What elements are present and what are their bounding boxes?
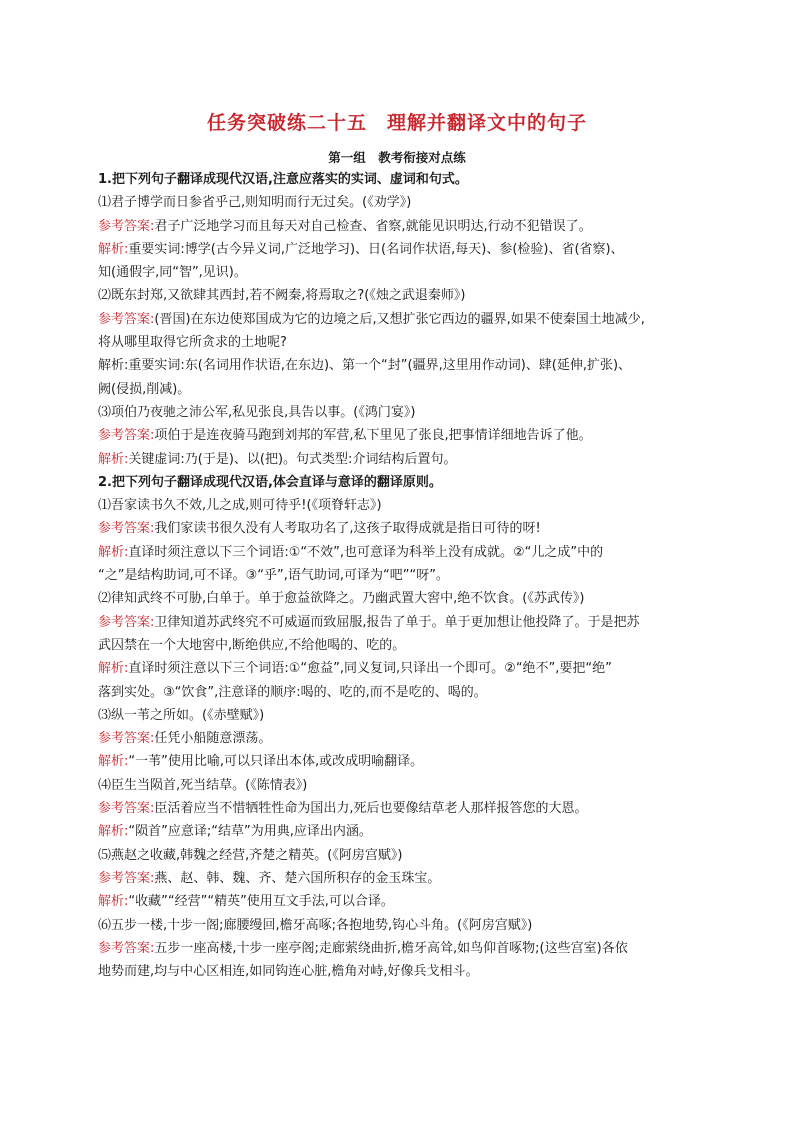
line-text: 将从哪里取得它所贪求的土地呢? [98, 335, 287, 351]
text-line [98, 541, 710, 564]
line-text: ⑵既东封郑,又欲肆其西封,若不阙秦,将焉取之?(《烛之武退秦师》) [98, 288, 466, 304]
line-text: ⑶纵一苇之所如。(《赤壁赋》) [98, 707, 265, 723]
text-line [98, 774, 710, 797]
line-text: (晋国)在东边使郑国成为它的边境之后,又想扩张它西边的疆界,如果不使秦国土地减少, [154, 311, 645, 327]
text-line [98, 215, 710, 238]
exercise-content [98, 168, 710, 983]
line-text: 直译时须注意以下三个词语:①“愈益”,同义复词,只译出一个即可。②“绝不”,要把“绝” [128, 661, 612, 677]
text-line [98, 587, 710, 610]
text-line [98, 914, 710, 937]
line-text: 知(通假字,同“智”,见识)。 [98, 265, 247, 281]
line-text: ⑹五步一楼,十步一阁;廊腰缦回,檐牙高啄;各抱地势,钩心斗角。(《阿房宫赋》) [98, 917, 533, 933]
line-text: ⑸燕赵之收藏,韩魏之经营,齐楚之精英。(《阿房宫赋》) [98, 847, 403, 863]
text-line [98, 448, 710, 471]
line-text: ⑶项伯乃夜驰之沛公军,私见张良,具告以事。(《鸿门宴》) [98, 404, 416, 420]
text-line [98, 611, 710, 634]
text-line [98, 191, 710, 214]
answer-label: 参考答案: [98, 311, 155, 327]
line-text: 项伯于是连夜骑马跑到刘邦的军营,私下里见了张良,把事情详细地告诉了他。 [154, 428, 592, 444]
line-text: “陨首”应意译;“结草”为用典,应译出内涵。 [128, 824, 372, 840]
answer-label: 参考答案: [98, 870, 155, 886]
text-line [98, 471, 710, 494]
answer-label: 参考答案: [98, 801, 155, 817]
text-line [98, 634, 710, 657]
text-line [98, 750, 710, 773]
text-line [98, 844, 710, 867]
text-line [98, 564, 710, 587]
text-line [98, 494, 710, 517]
line-text: ⑴吾家读书久不效,儿之成,则可待乎!(《项脊轩志》) [98, 498, 382, 514]
answer-label: 参考答案: [98, 614, 155, 630]
answer-label: 参考答案: [98, 521, 155, 537]
analysis-label: 解析: [98, 241, 129, 257]
line-text: ⑵律知武终不可胁,白单于。单于愈益欲降之。乃幽武置大窖中,绝不饮食。(《苏武传》) [98, 591, 585, 607]
text-line [98, 704, 710, 727]
line-text: 1.把下列句子翻译成现代汉语,注意应落实的实词、虚词和句式。 [98, 172, 468, 187]
line-text: 我们家读书很久没有人考取功名了,这孩子取得成就是指日可待的呀! [154, 521, 541, 537]
answer-label: 参考答案: [98, 218, 155, 234]
text-line [98, 820, 710, 843]
line-text: 燕、赵、韩、魏、齐、楚六国所积存的金玉珠宝。 [154, 870, 441, 886]
line-text: 地势而建,均与中心区相连,如同钩连心脏,檐角对峙,好像兵戈相斗。 [98, 964, 479, 980]
line-text: “一苇”使用比喻,可以只译出本体,或改成明喻翻译。 [128, 754, 424, 770]
line-text: ⑷臣生当陨首,死当结草。(《陈情表》) [98, 777, 308, 793]
text-line [98, 657, 710, 680]
text-line [98, 517, 710, 540]
text-line [98, 867, 710, 890]
text-line [98, 890, 710, 913]
answer-label: 参考答案: [98, 731, 155, 747]
text-line [98, 378, 710, 401]
analysis-label: 解析: [98, 451, 129, 467]
line-text: 关键虚词:乃(于是)、以(把)。句式类型:介词结构后置句。 [128, 451, 457, 467]
analysis-label: 解析: [98, 661, 129, 677]
line-text: 落到实处。③“饮食”,注意译的顺序:喝的、吃的,而不是吃的、喝的。 [98, 684, 487, 700]
line-text: 2.把下列句子翻译成现代汉语,体会直译与意译的翻译原则。 [98, 474, 442, 490]
text-line [98, 681, 710, 704]
answer-label: 参考答案: [98, 428, 155, 444]
line-text: “之”是结构助词,可不译。③“乎”,语气助词,可译为“吧”“呀”。 [98, 568, 449, 584]
line-text: 卫律知道苏武终究不可威逼而致屈服,报告了单于。单于更加想让他投降了。于是把苏 [154, 614, 640, 630]
text-line [98, 168, 710, 191]
text-line [98, 261, 710, 284]
line-text: 解析:重要实词:东(名词用作状语,在东边)、第一个“封”(疆界,这里用作动词)、肆(延伸,扩张)、 [98, 358, 632, 374]
line-text: ⑴君子博学而日参省乎己,则知明而行无过矣。(《劝学》) [98, 195, 412, 211]
answer-label: 参考答案: [98, 940, 155, 956]
text-line [98, 354, 710, 377]
line-text: 五步一座高楼,十步一座亭阁;走廊萦绕曲折,檐牙高耸,如鸟仰首啄物;(这些宫室)各依 [154, 940, 628, 956]
text-line [98, 401, 710, 424]
line-text: 直译时须注意以下三个词语:①“不效”,也可意译为科举上没有成就。②“儿之成”中的 [128, 544, 604, 560]
line-text: 阙(侵损,削减)。 [98, 381, 191, 397]
text-line [98, 960, 710, 983]
line-text: 君子广泛地学习而且每天对自己检查、省察,就能见识明达,行动不犯错误了。 [154, 218, 592, 234]
text-line [98, 424, 710, 447]
line-text: “收藏”“经营”“精英”使用互文手法,可以合译。 [128, 894, 394, 910]
line-text: 重要实词:博学(古今异义词,广泛地学习)、日(名词作状语,每天)、参(检验)、省(省察)、 [128, 241, 624, 257]
text-line [98, 727, 710, 750]
analysis-label: 解析: [98, 544, 129, 560]
line-text: 臣活着应当不惜牺牲性命为国出力,死后也要像结草老人那样报答您的大恩。 [154, 801, 588, 817]
analysis-label: 解析: [98, 894, 129, 910]
line-text: 任凭小船随意漂荡。 [154, 731, 272, 747]
text-line [98, 937, 710, 960]
text-line [98, 331, 710, 354]
text-line [98, 797, 710, 820]
section-subtitle: 第一组 教考衔接对点练 [328, 150, 466, 165]
text-line [98, 238, 710, 261]
line-text: 武囚禁在一个大地窖中,断绝供应,不给他喝的、吃的。 [98, 637, 406, 653]
page-title: 任务突破练二十五 理解并翻译文中的句子 [206, 112, 587, 134]
text-line [98, 308, 710, 331]
analysis-label: 解析: [98, 824, 129, 840]
analysis-label: 解析: [98, 754, 129, 770]
text-line [98, 284, 710, 307]
